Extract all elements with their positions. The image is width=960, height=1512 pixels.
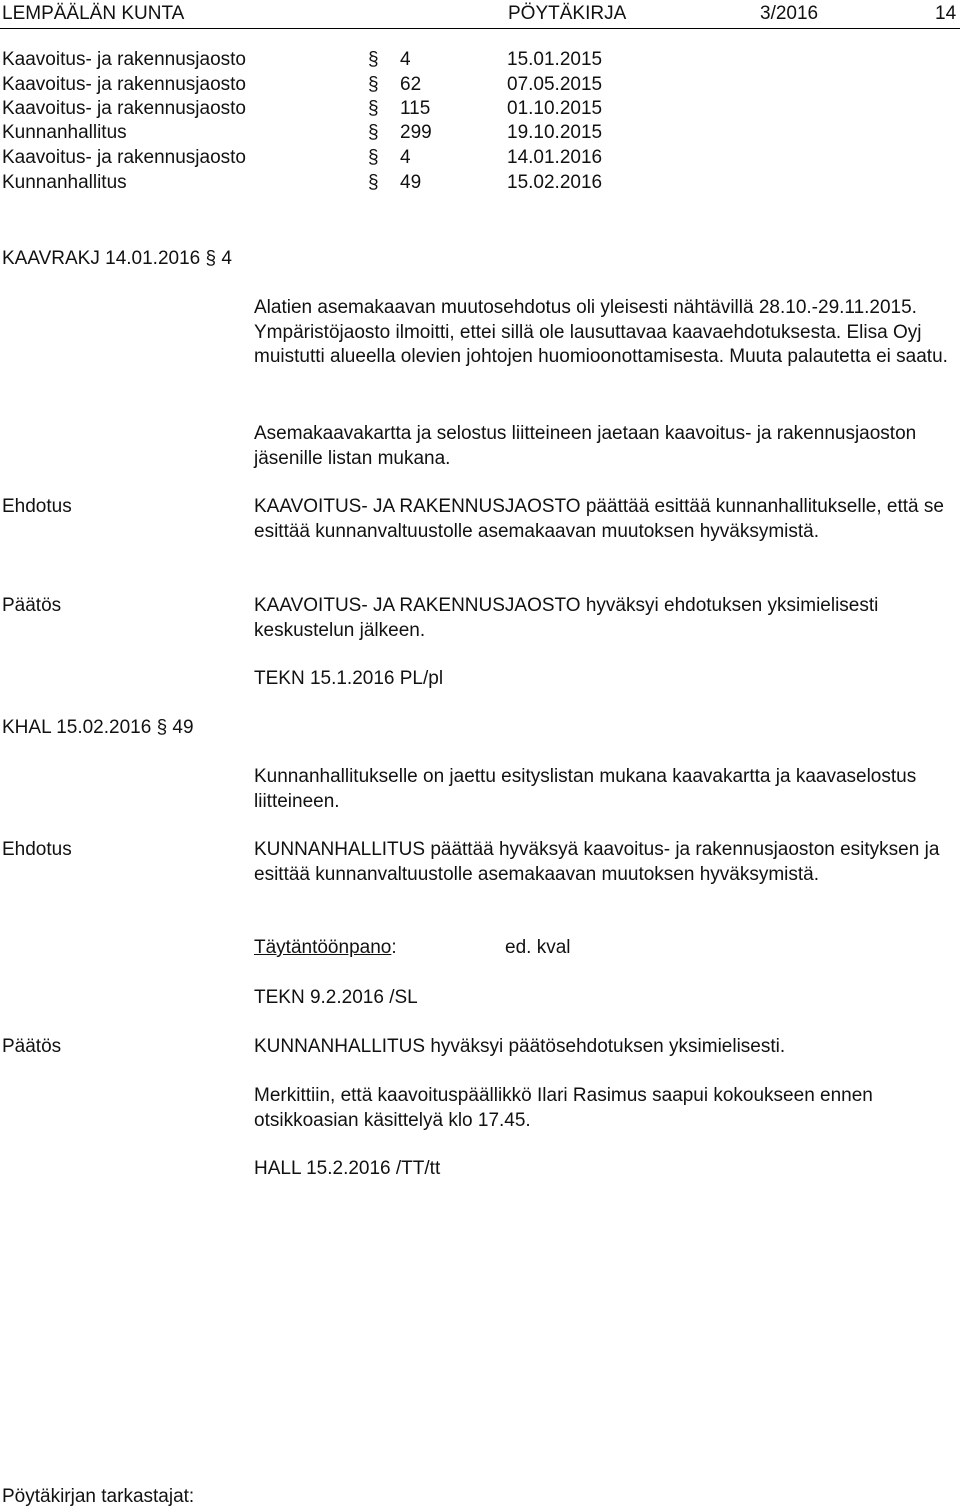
header-divider (0, 28, 960, 29)
municipality-name: LEMPÄÄLÄN KUNTA (2, 3, 185, 24)
history-body: Kaavoitus- ja rakennusjaosto (2, 147, 246, 168)
page-number: 14 (935, 3, 957, 24)
kaavrakj-decision: KAAVOITUS- JA RAKENNUSJAOSTO hyväksyi ehdotuksen yksimielisesti keskustelun jälkeen. (254, 595, 879, 641)
section-sign: § (368, 172, 379, 193)
history-section: 49 (400, 172, 422, 193)
history-body: Kaavoitus- ja rakennusjaosto (2, 49, 246, 70)
khal-execution (254, 936, 397, 960)
history-body: Kunnanhallitus (2, 122, 127, 143)
section-sign: § (368, 122, 379, 143)
kaavrakj-intro: Alatien asemakaavan muutosehdotus oli yleisesti nähtävillä 28.10.-29.11.2015. Ympäristöjaosto ilmoitti, ettei sillä ole lausuttavaa kaavaehdotuksesta. Elisa Oyj muistutti alueella olevien johtojen huomioonottamisesta. Muuta palautetta ei saatu. (254, 297, 948, 367)
kaavrakj-decision-label: Päätös (2, 595, 62, 616)
khal-decision-label: Päätös (2, 1036, 62, 1057)
history-date: 07.05.2015 (507, 74, 603, 95)
history-date: 01.10.2015 (507, 98, 603, 119)
kaavrakj-signature: TEKN 15.1.2016 PL/pl (254, 668, 444, 689)
khal-proposal-label: Ehdotus (2, 839, 72, 860)
history-date: 15.01.2015 (507, 49, 603, 70)
khal-signature-1: TEKN 9.2.2016 /SL (254, 987, 418, 1008)
history-section: 62 (400, 74, 422, 95)
reviewers-label: Pöytäkirjan tarkastajat: (2, 1486, 195, 1507)
section-sign: § (368, 49, 379, 70)
khal-heading: KHAL 15.02.2016 § 49 (2, 717, 194, 738)
kaavrakj-proposal: KAAVOITUS- JA RAKENNUSJAOSTO päättää esittää kunnanhallitukselle, että se esittää kunnanvaltuustolle asemakaavan muutoksen hyväksymistä. (254, 496, 944, 542)
kaavrakj-proposal-label: Ehdotus (2, 496, 72, 517)
history-section: 299 (400, 122, 432, 143)
khal-execution-value: ed. kval (505, 937, 571, 958)
history-body: Kaavoitus- ja rakennusjaosto (2, 98, 246, 119)
history-date: 15.02.2016 (507, 172, 603, 193)
khal-note: Merkittiin, että kaavoituspäällikkö Ilari Rasimus saapui kokoukseen ennen otsikkoasian käsittelyä klo 17.45. (254, 1085, 873, 1131)
history-body: Kunnanhallitus (2, 172, 127, 193)
history-section: 4 (400, 147, 411, 168)
history-date: 19.10.2015 (507, 122, 603, 143)
history-section: 4 (400, 49, 411, 70)
doc-number: 3/2016 (760, 3, 819, 24)
doc-type: PÖYTÄKIRJA (508, 3, 627, 24)
khal-proposal: KUNNANHALLITUS päättää hyväksyä kaavoitus- ja rakennusjaoston esityksen ja esittää kunnanvaltuustolle asemakaavan muutoksen hyväksymistä. (254, 839, 940, 885)
section-sign: § (368, 98, 379, 119)
section-sign: § (368, 147, 379, 168)
khal-intro: Kunnanhallitukselle on jaettu esityslistan mukana kaavakartta ja kaavaselostus liitteineen. (254, 766, 917, 812)
history-date: 14.01.2016 (507, 147, 603, 168)
khal-decision: KUNNANHALLITUS hyväksyi päätösehdotuksen yksimielisesti. (254, 1036, 786, 1057)
khal-signature-2: HALL 15.2.2016 /TT/tt (254, 1158, 441, 1179)
khal-execution-label: Täytäntöönpano (254, 937, 392, 958)
section-sign: § (368, 74, 379, 95)
kaavrakj-attachments: Asemakaavakartta ja selostus liitteineen jaetaan kaavoitus- ja rakennusjaoston jäsenille listan mukana. (254, 423, 917, 469)
khal-execution-colon: : (391, 937, 397, 958)
kaavrakj-heading: KAAVRAKJ 14.01.2016 § 4 (2, 248, 232, 269)
history-section: 115 (400, 98, 431, 119)
history-body: Kaavoitus- ja rakennusjaosto (2, 74, 246, 95)
